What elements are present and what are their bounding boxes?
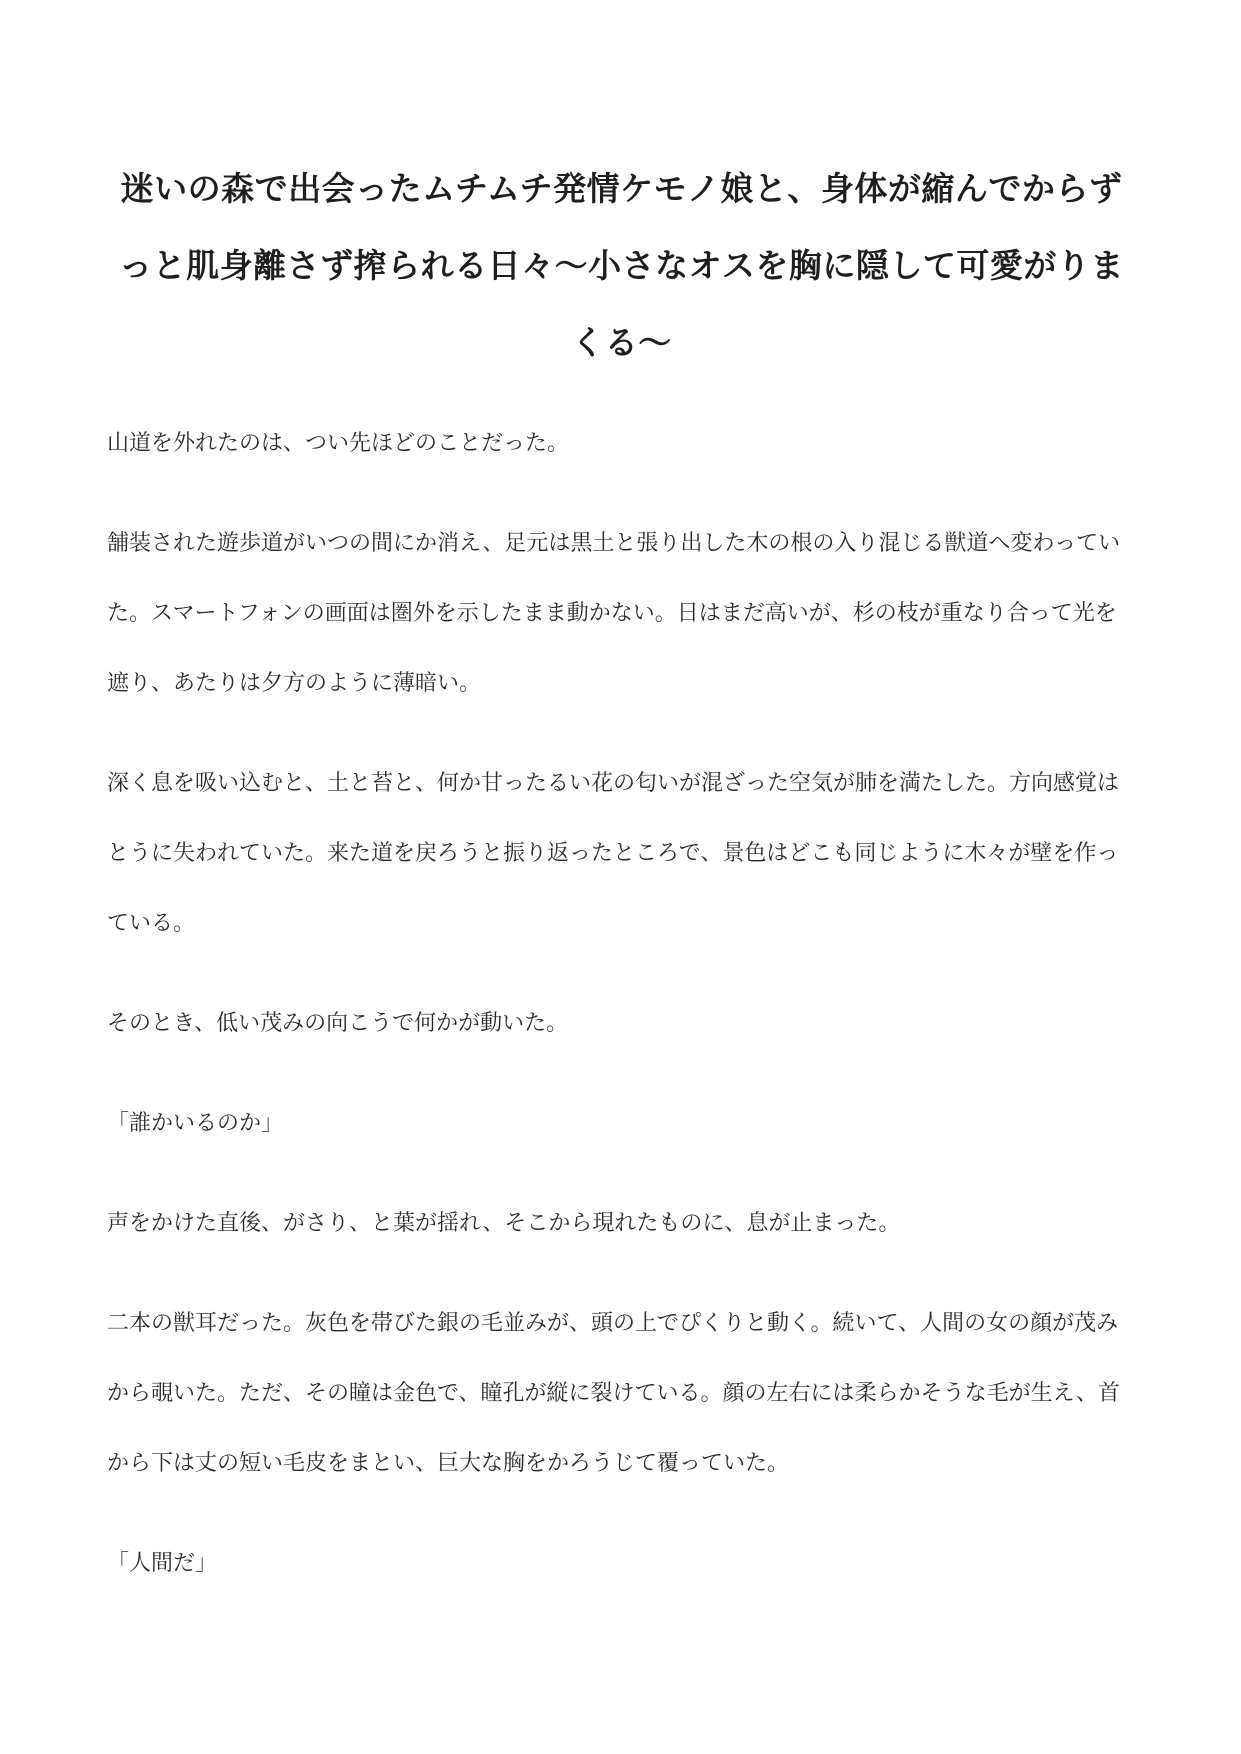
paragraph: そのとき、低い茂みの向こうで何かが動いた。 [107,1011,569,1036]
document-body [107,409,1136,1599]
paragraph: 舗装された遊歩道がいつの間にか消え、足元は黒土と張り出した木の根の入り混じる獣道へ変わっていた。スマートフォンの画面は圏外を示したまま動かない。日はまだ高いが、杉の枝が重なり合って光を遮り、あたりは夕方のように薄暗い。 [107,531,1121,696]
paragraph: 深く息を吸い込むと、土と苔と、何か甘ったるい花の匂いが混ざった空気が肺を満たした。方向感覚はとうに失われていた。来た道を戻ろうと振り返ったところで、景色はどこも同じように木々が壁を作っている。 [107,771,1120,936]
dialogue-line: 「人間だ」 [107,1551,218,1576]
dialogue-line: 「誰かいるのか」 [107,1111,284,1136]
paragraph: 山道を外れたのは、つい先ほどのことだった。 [107,431,570,456]
paragraph: 声をかけた直後、がさり、と葉が揺れ、そこから現れたものに、息が止まった。 [107,1211,901,1236]
paragraph: 二本の獣耳だった。灰色を帯びた銀の毛並みが、頭の上でぴくりと動く。続いて、人間の女の顔が茂みから覗いた。ただ、その瞳は金色で、瞳孔が縦に裂けている。顔の左右には柔らかそうな毛が生え、首から下は丈の短い毛皮をまとい、巨大な胸をかろうじて覆っていた。 [107,1311,1120,1476]
document-title: 迷いの森で出会ったムチムチ発情ケモノ娘と、身体が縮んでからずっと肌身離さず搾られる日々～小さなオスを胸に隠して可愛がりまくる～ [119,169,1124,362]
